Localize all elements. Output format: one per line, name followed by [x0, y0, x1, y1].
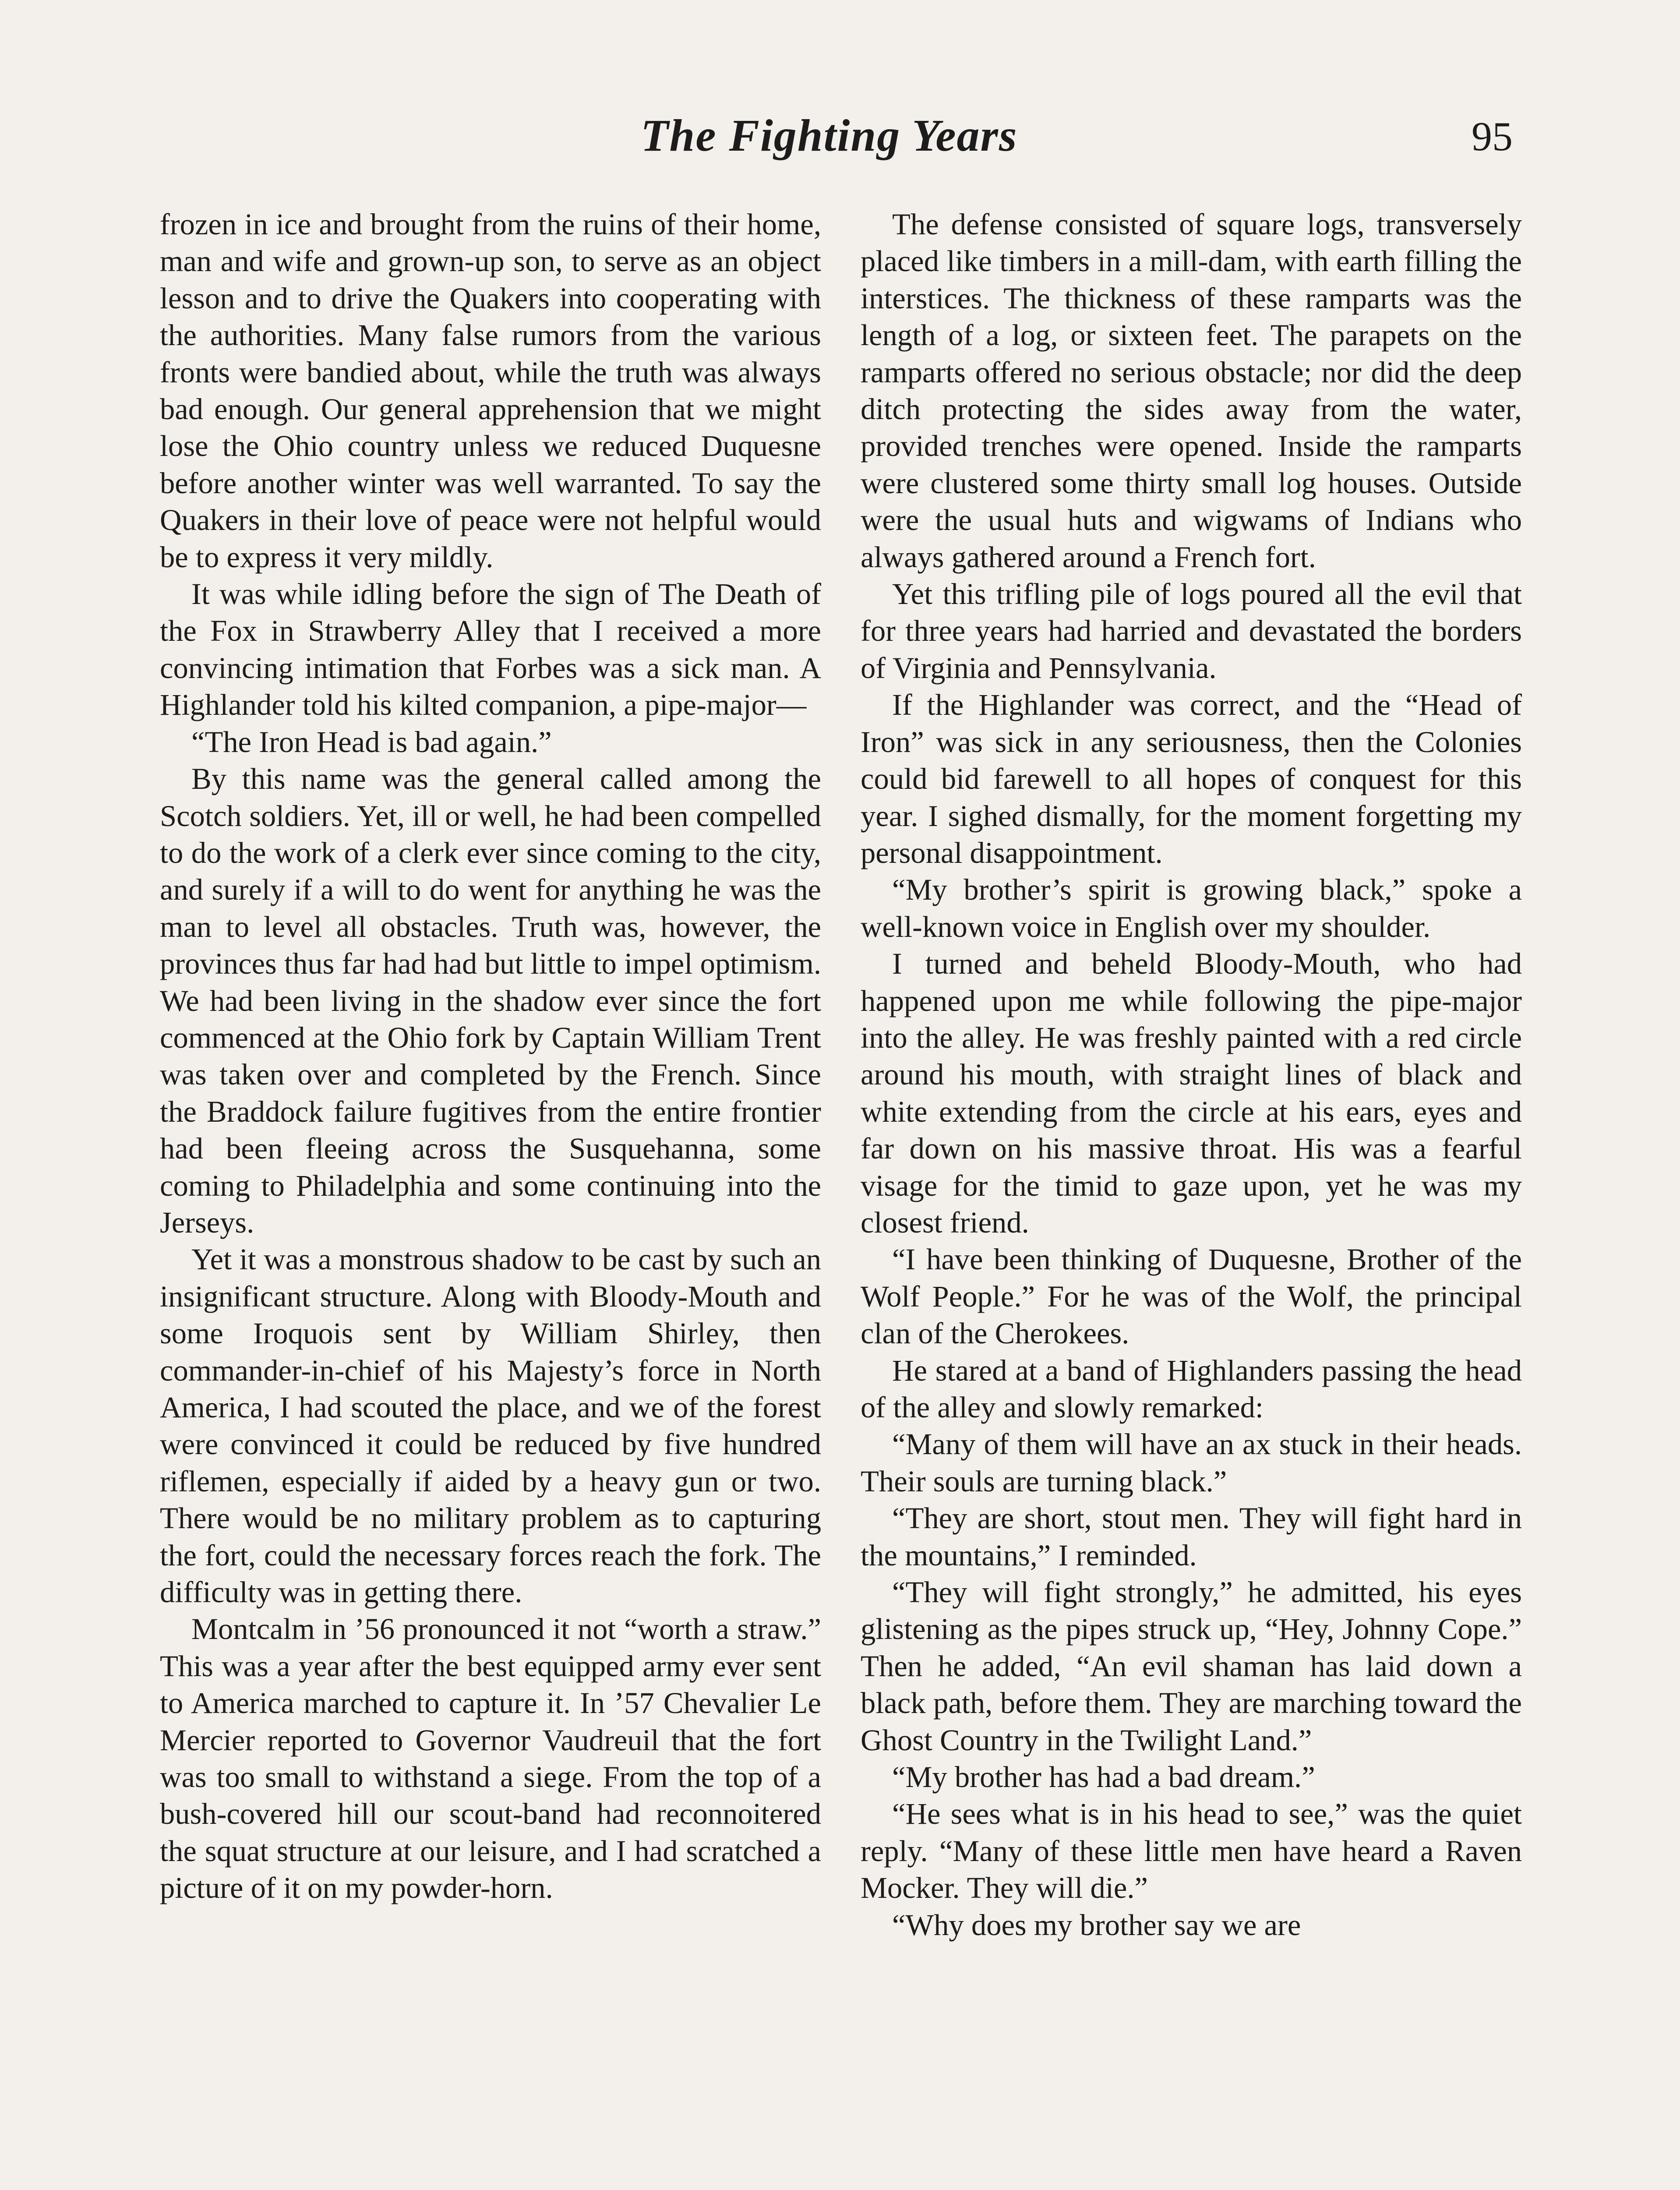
paragraph: Montcalm in ’56 pronounced it not “worth a straw.” This was a year after the best equipped army ever sent to America marched to capture it. In ’57 Chevalier Le Mercier reported to Governor Vaudreuil that the fort was too small to withstand a siege. From the top of a bush-covered hill our scout-band had reconnoitered the squat structure at our leisure, and I had scratched a picture of it on my powder-horn.: [160, 1612, 821, 1905]
paragraph: “Why does my brother say we are: [892, 1908, 1301, 1942]
paragraph: He stared at a band of Highlanders passing the head of the alley and slowly remarked:: [861, 1353, 1522, 1424]
paragraph: By this name was the general called among the Scotch soldiers. Yet, ill or well, he had been compelled to do the work of a clerk ever since coming to the city, and surely if a will to do went for anything he was the man to level all obstacles. Truth was, however, the provinces thus far had had but little to impel optimism. We had been living in the shadow ever since the fort commenced at the Ohio fork by Captain William Trent was taken over and completed by the French. Since the Braddock failure fugitives from the entire frontier had been fleeing across the Susquehanna, some coming to Philadelphia and some continuing into the Jerseys.: [160, 762, 821, 1239]
paragraph: “I have been thinking of Duquesne, Brother of the Wolf People.” For he was of the Wolf, the principal clan of the Cherokees.: [861, 1243, 1522, 1350]
paragraph: “Many of them will have an ax stuck in their heads. Their souls are turning black.”: [861, 1427, 1522, 1498]
paragraph: I turned and beheld Bloody-Mouth, who had happened upon me while following the pipe-major into the alley. He was freshly painted with a red circle around his mouth, with straight lines of black and white extending from the circle at his ears, eyes and far down on his massive throat. His was a fearful visage for the timid to gaze upon, yet he was my closest friend.: [861, 947, 1522, 1239]
paragraph: “The Iron Head is bad again.”: [191, 725, 552, 759]
paragraph: If the Highlander was correct, and the “Head of Iron” was sick in any seriousness, then the Colonies could bid farewell to all hopes of conquest for this year. I sighed dismally, for the moment forgetting my personal disappointment.: [861, 688, 1522, 869]
left-column: [160, 206, 821, 1907]
paragraph: The defense consisted of square logs, transversely placed like timbers in a mill-dam, with earth filling the interstices. The thickness of these ramparts was the length of a log, or sixteen feet. The parapets on the ramparts offered no serious obstacle; nor did the deep ditch protecting the sides away from the water, provided trenches were opened. Inside the ramparts were clustered some thirty small log houses. Outside were the usual huts and wigwams of Indians who always gathered around a French fort.: [861, 208, 1522, 574]
paragraph: frozen in ice and brought from the ruins of their home, man and wife and grown-up son, to serve as an object lesson and to drive the Quakers into cooperating with the authorities. Many false rumors from the various fronts were bandied about, while the truth was always bad enough. Our general apprehension that we might lose the Ohio country unless we reduced Duquesne before another winter was well warranted. To say the Quakers in their love of peace were not helpful would be to express it very mildly.: [160, 208, 821, 574]
page-number: 95: [1472, 114, 1513, 159]
paragraph: “He sees what is in his head to see,” was the quiet reply. “Many of these little men have heard a Raven Mocker. They will die.”: [861, 1797, 1522, 1905]
right-column: [861, 206, 1522, 1943]
page-header: [0, 110, 1680, 184]
paragraph: “My brother’s spirit is growing black,” spoke a well-known voice in English over my shoulder.: [861, 873, 1522, 943]
running-title: The Fighting Years: [641, 110, 1018, 161]
paragraph: “They are short, stout men. They will fight hard in the mountains,” I reminded.: [861, 1501, 1522, 1572]
paragraph: Yet it was a monstrous shadow to be cast by such an insignificant structure. Along with Bloody-Mouth and some Iroquois sent by William Shirley, then commander-in-chief of his Majesty’s force in North America, I had scouted the place, and we of the forest were convinced it could be reduced by five hundred riflemen, especially if aided by a heavy gun or two. There would be no military problem as to capturing the fort, could the necessary forces reach the fork. The difficulty was in getting there.: [160, 1243, 821, 1609]
paragraph: Yet this trifling pile of logs poured all the evil that for three years had harried and devastated the borders of Virginia and Pennsylvania.: [861, 577, 1522, 685]
paragraph: It was while idling before the sign of The Death of the Fox in Strawberry Alley that I received a more convincing intimation that Forbes was a sick man. A Highlander told his kilted companion, a pipe-major—: [160, 577, 821, 722]
paragraph: “My brother has had a bad dream.”: [892, 1760, 1315, 1794]
paragraph: “They will fight strongly,” he admitted, his eyes glistening as the pipes struck up, “Hey, Johnny Cope.” Then he added, “An evil shaman has laid down a black path, before them. They are marching toward the Ghost Country in the Twilight Land.”: [861, 1575, 1522, 1757]
